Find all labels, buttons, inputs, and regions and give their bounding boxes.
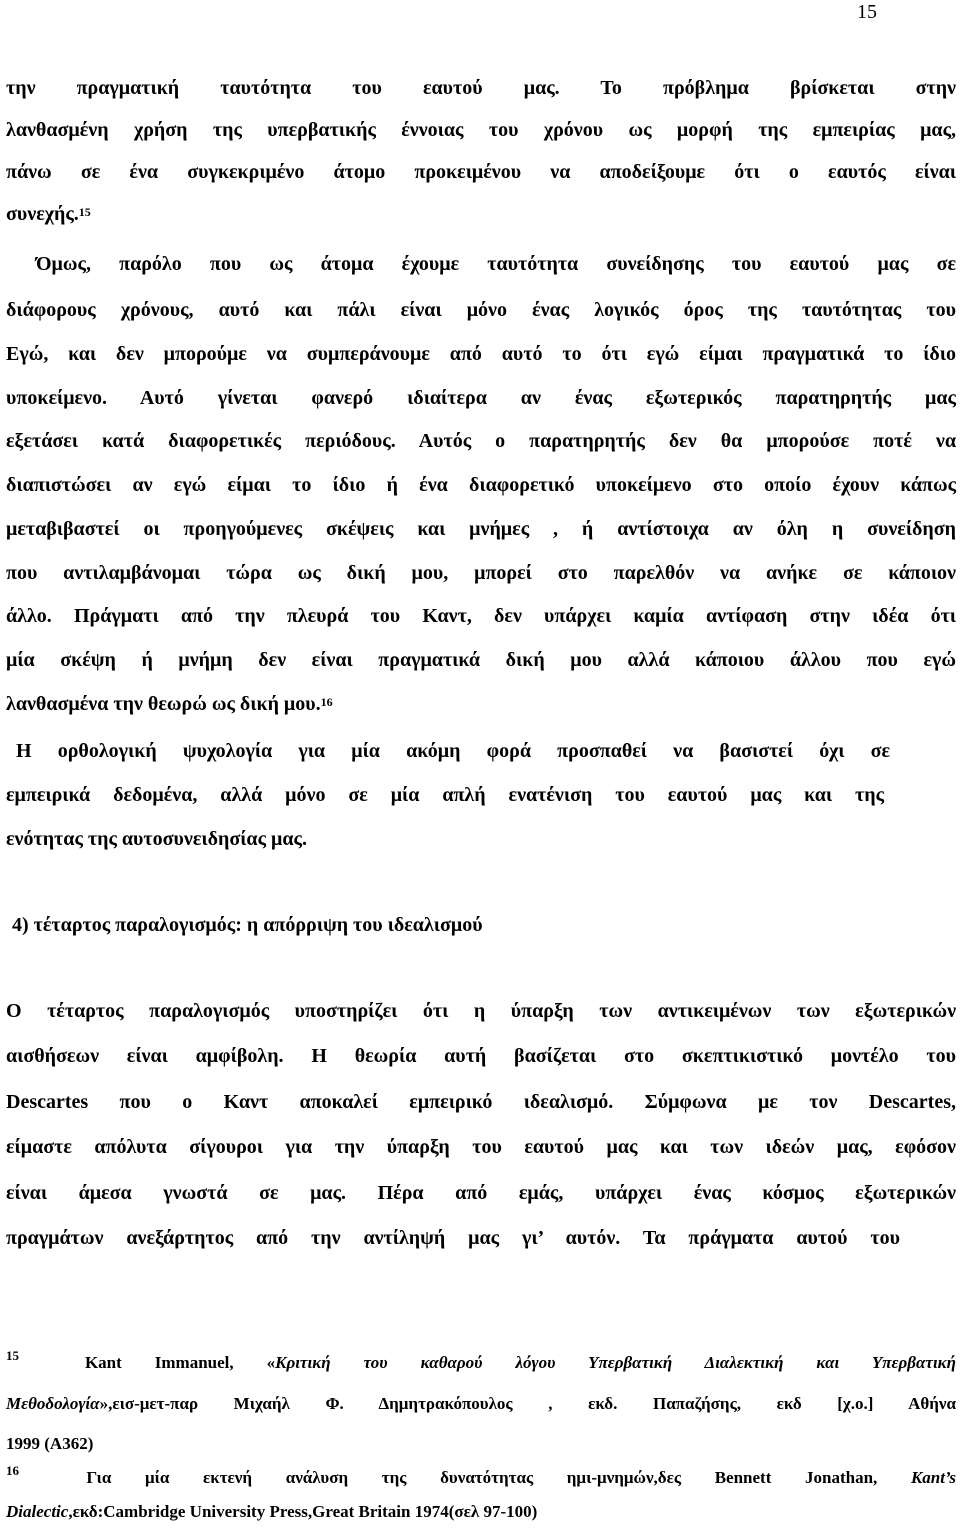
section-title: τέταρτος παραλογισμός: η απόρριψη του ιδεαλισμού xyxy=(33,914,483,936)
text-line xyxy=(6,691,333,717)
text-line: είμαστε απόλυτα σίγουροι για την ύπαρξη του εαυτού μας και των ιδεών μας, εφόσον xyxy=(6,1136,956,1158)
footnote-title: Μεθοδολογία xyxy=(6,1394,100,1413)
footnote-15-line2 xyxy=(6,1393,956,1415)
footnote-16 xyxy=(6,1463,956,1489)
footnote-15-line3: 1999 (Α362) xyxy=(6,1434,94,1453)
page-number: 15 xyxy=(857,1,877,23)
footnote-text: ,εκδ:Cambridge University Press,Great Britain 1974(σελ 97-100) xyxy=(68,1502,538,1521)
footnote-title: Kant’s xyxy=(910,1468,956,1487)
footnote-text: Για μία εκτενή ανάλυση της δυνατότητας ημι-μνημών,δες Bennett Jonathan, xyxy=(86,1468,911,1487)
footnote-number: 16 xyxy=(6,1463,19,1478)
text-line: αισθήσεων είναι αμφίβολη. Η θεωρία αυτή βασίζεται στο σκεπτικιστικό μοντέλο του xyxy=(6,1045,956,1067)
text-line: Ο τέταρτος παραλογισμός υποστηρίζει ότι η ύπαρξη των αντικειμένων των εξωτερικών xyxy=(6,1000,956,1022)
text-line: διάφορους χρόνους, αυτό και πάλι είναι μόνο ένας λογικός όρος της ταυτότητας του xyxy=(6,299,956,321)
text-line: που αντιλαμβάνομαι τώρα ως δική μου, μπορεί στο παρελθόν να ανήκε σε κάποιον xyxy=(6,562,956,584)
text-line: μία σκέψη ή μνήμη δεν είναι πραγματικά δική μου αλλά κάποιου άλλου που εγώ xyxy=(6,649,956,671)
text-line: υποκείμενο. Αυτό γίνεται φανερό ιδιαίτερα αν ένας εξωτερικός παρατηρητής μας xyxy=(6,387,956,409)
footnote-number: 15 xyxy=(6,1348,19,1363)
footnote-title: Κριτική του καθαρού λόγου Υπερβατική Διαλεκτική και Υπερβατική xyxy=(275,1353,957,1372)
text-line: εμπειρικά δεδομένα, αλλά μόνο σε μία απλή ενατένιση του εαυτού μας και της xyxy=(6,784,884,806)
text-line: ενότητας της αυτοσυνειδησίας μας. xyxy=(6,828,307,850)
footnote-author: Kant Immanuel, « xyxy=(84,1353,276,1372)
footnote-16-line2 xyxy=(6,1501,537,1523)
text-line: άλλο. Πράγματι από την πλευρά του Καντ, δεν υπάρχει καμία αντίφαση στην ιδέα ότι xyxy=(6,605,956,627)
footnote-title: Dialectic xyxy=(6,1502,69,1521)
footnote-text: »,εισ-μετ-παρ Μιχαήλ Φ. Δημητρακόπουλος , εκδ. Παπαζήσης, εκδ [χ.ο.] Αθήνα xyxy=(99,1394,956,1413)
text-line: πάνω σε ένα συγκεκριμένο άτομο προκειμένου να αποδείξουμε ότι ο εαυτός είναι xyxy=(6,161,956,183)
text-line: πραγμάτων ανεξάρτητος από την αντίληψή μας γι’ αυτόν. Τα πράγματα αυτού του xyxy=(6,1227,900,1249)
footnote-reference: 15 xyxy=(78,205,91,219)
text-line: μεταβιβαστεί οι προηγούμενες σκέψεις και μνήμες , ή αντίστοιχα αν όλη η συνείδηση xyxy=(6,518,956,540)
text-line: είναι άμεσα γνωστά σε μας. Πέρα από εμάς, υπάρχει ένας κόσμος εξωτερικών xyxy=(6,1182,956,1204)
text-line: την πραγματική ταυτότητα του εαυτού μας. Το πρόβλημα βρίσκεται στην xyxy=(6,77,956,99)
text-line: διαπιστώσει αν εγώ είμαι το ίδιο ή ένα διαφορετικό υποκείμενο στο οποίο έχουν κάπως xyxy=(6,474,956,496)
text-line: Εγώ, και δεν μπορούμε να συμπεράνουμε από αυτό το ότι εγώ είμαι πραγματικά το ίδιο xyxy=(6,343,956,365)
footnote-reference: 16 xyxy=(320,695,333,709)
text-line: Η ορθολογική ψυχολογία για μία ακόμη φορά προσπαθεί να βασιστεί όχι σε xyxy=(16,740,890,762)
text-line: Descartes που ο Καντ αποκαλεί εμπειρικό ιδεαλισμό. Σύμφωνα με τον Descartes, xyxy=(6,1091,956,1113)
text-fragment: λανθασμένα την θεωρώ ως δική μου. xyxy=(6,693,321,715)
text-fragment: συνεχής. xyxy=(6,203,79,225)
text-line: λανθασμένη χρήση της υπερβατικής έννοιας του χρόνου ως μορφή της εμπειρίας μας, xyxy=(6,119,956,141)
section-number: 4) xyxy=(12,914,29,936)
text-line xyxy=(6,201,91,227)
text-line: εξετάσει κατά διαφορετικές περιόδους. Αυτός ο παρατηρητής δεν θα μπορούσε ποτέ να xyxy=(6,430,956,452)
footnote-15 xyxy=(6,1348,957,1374)
section-heading xyxy=(12,912,483,938)
text-line: Όμως, παρόλο που ως άτομα έχουμε ταυτότητα συνείδησης του εαυτού μας σε xyxy=(36,253,956,275)
